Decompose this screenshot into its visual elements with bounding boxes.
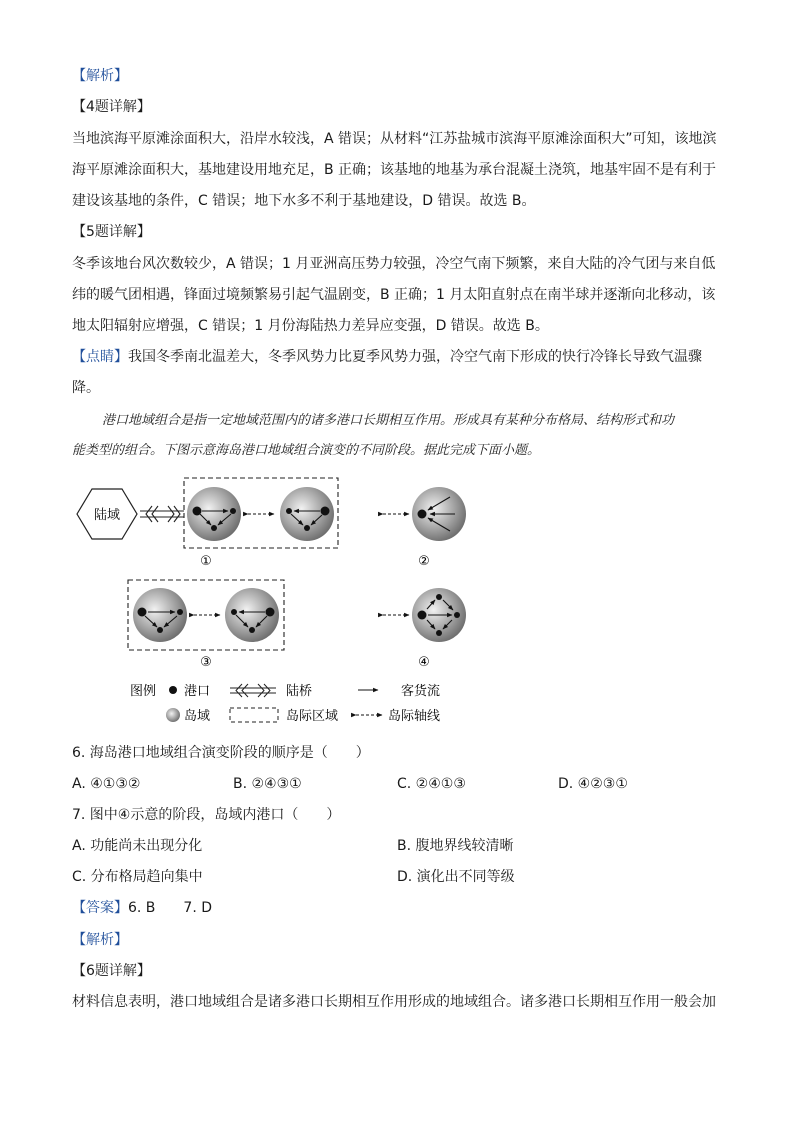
land-region-hexagon bbox=[77, 489, 137, 539]
q6-option-a[interactable]: A. ④①③② bbox=[72, 776, 141, 792]
stage-label-3: ③ bbox=[200, 655, 212, 670]
land-bridge-symbol bbox=[140, 506, 184, 522]
q7-stem: 7. 图中④示意的阶段，岛域内港口（ ） bbox=[72, 807, 341, 823]
q7-option-c[interactable]: C. 分布格局趋向集中 bbox=[72, 869, 203, 885]
island-circle bbox=[412, 588, 466, 642]
island-circle bbox=[187, 487, 241, 541]
q4-text-line: 建设该基地的条件，C 错误；地下水多不利于基地建设，D 错误。故选 B。 bbox=[72, 193, 536, 209]
analysis-header: 【解析】 bbox=[72, 932, 128, 948]
land-label: 陆域 bbox=[93, 508, 121, 523]
q5-text-line: 纬的暖气团相遇，锋面过境频繁易引起气温剧变，B 正确；1 月太阳直射点在南半球并逐渐向北移动，该 bbox=[72, 287, 716, 303]
island-circle bbox=[412, 487, 466, 541]
stage-label-4: ④ bbox=[418, 655, 430, 670]
legend-port-icon bbox=[169, 686, 177, 694]
legend-region-box-icon bbox=[230, 708, 278, 722]
q4-detail-header: 【4题详解】 bbox=[72, 99, 151, 115]
q5-text-line: 冬季该地台风次数较少，A 错误；1 月亚洲高压势力较强，冷空气南下频繁，来自大陆的冷气团与来自低 bbox=[72, 256, 716, 272]
legend-axis-label: 岛际轴线 bbox=[388, 709, 441, 724]
q6-detail-header: 【6题详解】 bbox=[72, 963, 151, 979]
key-point-tag: 【点睛】 bbox=[72, 349, 128, 365]
stage-label-1: ① bbox=[200, 554, 212, 569]
key-point-text: 我国冬季南北温差大，冬季风势力比夏季风势力强，冷空气南下形成的快行冷锋长导致气温骤 bbox=[128, 349, 702, 365]
answer-line bbox=[72, 898, 212, 918]
stage-label-2: ② bbox=[418, 554, 430, 569]
legend-land-bridge-icon bbox=[230, 684, 276, 697]
material-text-line: 港口地域组合是指一定地域范围内的诸多港口长期相互作用。形成具有某种分布格局、结构形式和功 bbox=[102, 413, 675, 428]
legend-flow-label: 客货流 bbox=[401, 684, 441, 699]
q6-stem: 6. 海岛港口地域组合演变阶段的顺序是（ ） bbox=[72, 745, 370, 761]
q7-option-a[interactable]: A. 功能尚未出现分化 bbox=[72, 838, 203, 854]
q6-option-b[interactable]: B. ②④③① bbox=[233, 776, 302, 792]
q4-text-line: 海平原滩涂面积大，基地建设用地充足，B 正确；该基地的地基为承台混凝土浇筑，地基牢固不是有利于 bbox=[72, 162, 717, 178]
legend-island-label: 岛域 bbox=[184, 709, 211, 724]
q4-text-line: 当地滨海平原滩涂面积大，沿岸水较浅，A 错误；从材料“江苏盐城市滨海平原滩涂面积大”可知，该地滨 bbox=[72, 131, 717, 147]
island-circle bbox=[225, 588, 279, 642]
legend bbox=[130, 683, 440, 724]
q6-option-d[interactable]: D. ④②③① bbox=[558, 776, 628, 792]
q6-text-line: 材料信息表明，港口地域组合是诸多港口长期相互作用形成的地域组合。诸多港口长期相互作用一般会加 bbox=[72, 994, 716, 1010]
legend-land-bridge-label: 陆桥 bbox=[286, 684, 313, 699]
q6-option-c[interactable]: C. ②④①③ bbox=[397, 776, 466, 792]
legend-island-icon bbox=[166, 708, 180, 722]
answer-text: 6. B 7. D bbox=[128, 900, 212, 916]
key-point-text-line: 降。 bbox=[72, 380, 100, 396]
legend-region-label: 岛际区域 bbox=[286, 709, 339, 724]
q7-option-b[interactable]: B. 腹地界线较清晰 bbox=[397, 838, 514, 854]
material-text-line: 能类型的组合。下图示意海岛港口地域组合演变的不同阶段。据此完成下面小题。 bbox=[72, 443, 541, 458]
island-circle bbox=[280, 487, 334, 541]
q5-detail-header: 【5题详解】 bbox=[72, 224, 151, 240]
q5-text-line: 地太阳辐射应增强，C 错误；1 月份海陆热力差异应变强，D 错误。故选 B。 bbox=[72, 318, 549, 334]
analysis-header: 【解析】 bbox=[72, 68, 128, 84]
island-circle bbox=[133, 588, 187, 642]
q7-option-d[interactable]: D. 演化出不同等级 bbox=[397, 869, 515, 885]
answer-tag: 【答案】 bbox=[72, 900, 128, 916]
legend-title: 图例 bbox=[130, 684, 157, 699]
legend-port-label: 港口 bbox=[184, 684, 211, 699]
